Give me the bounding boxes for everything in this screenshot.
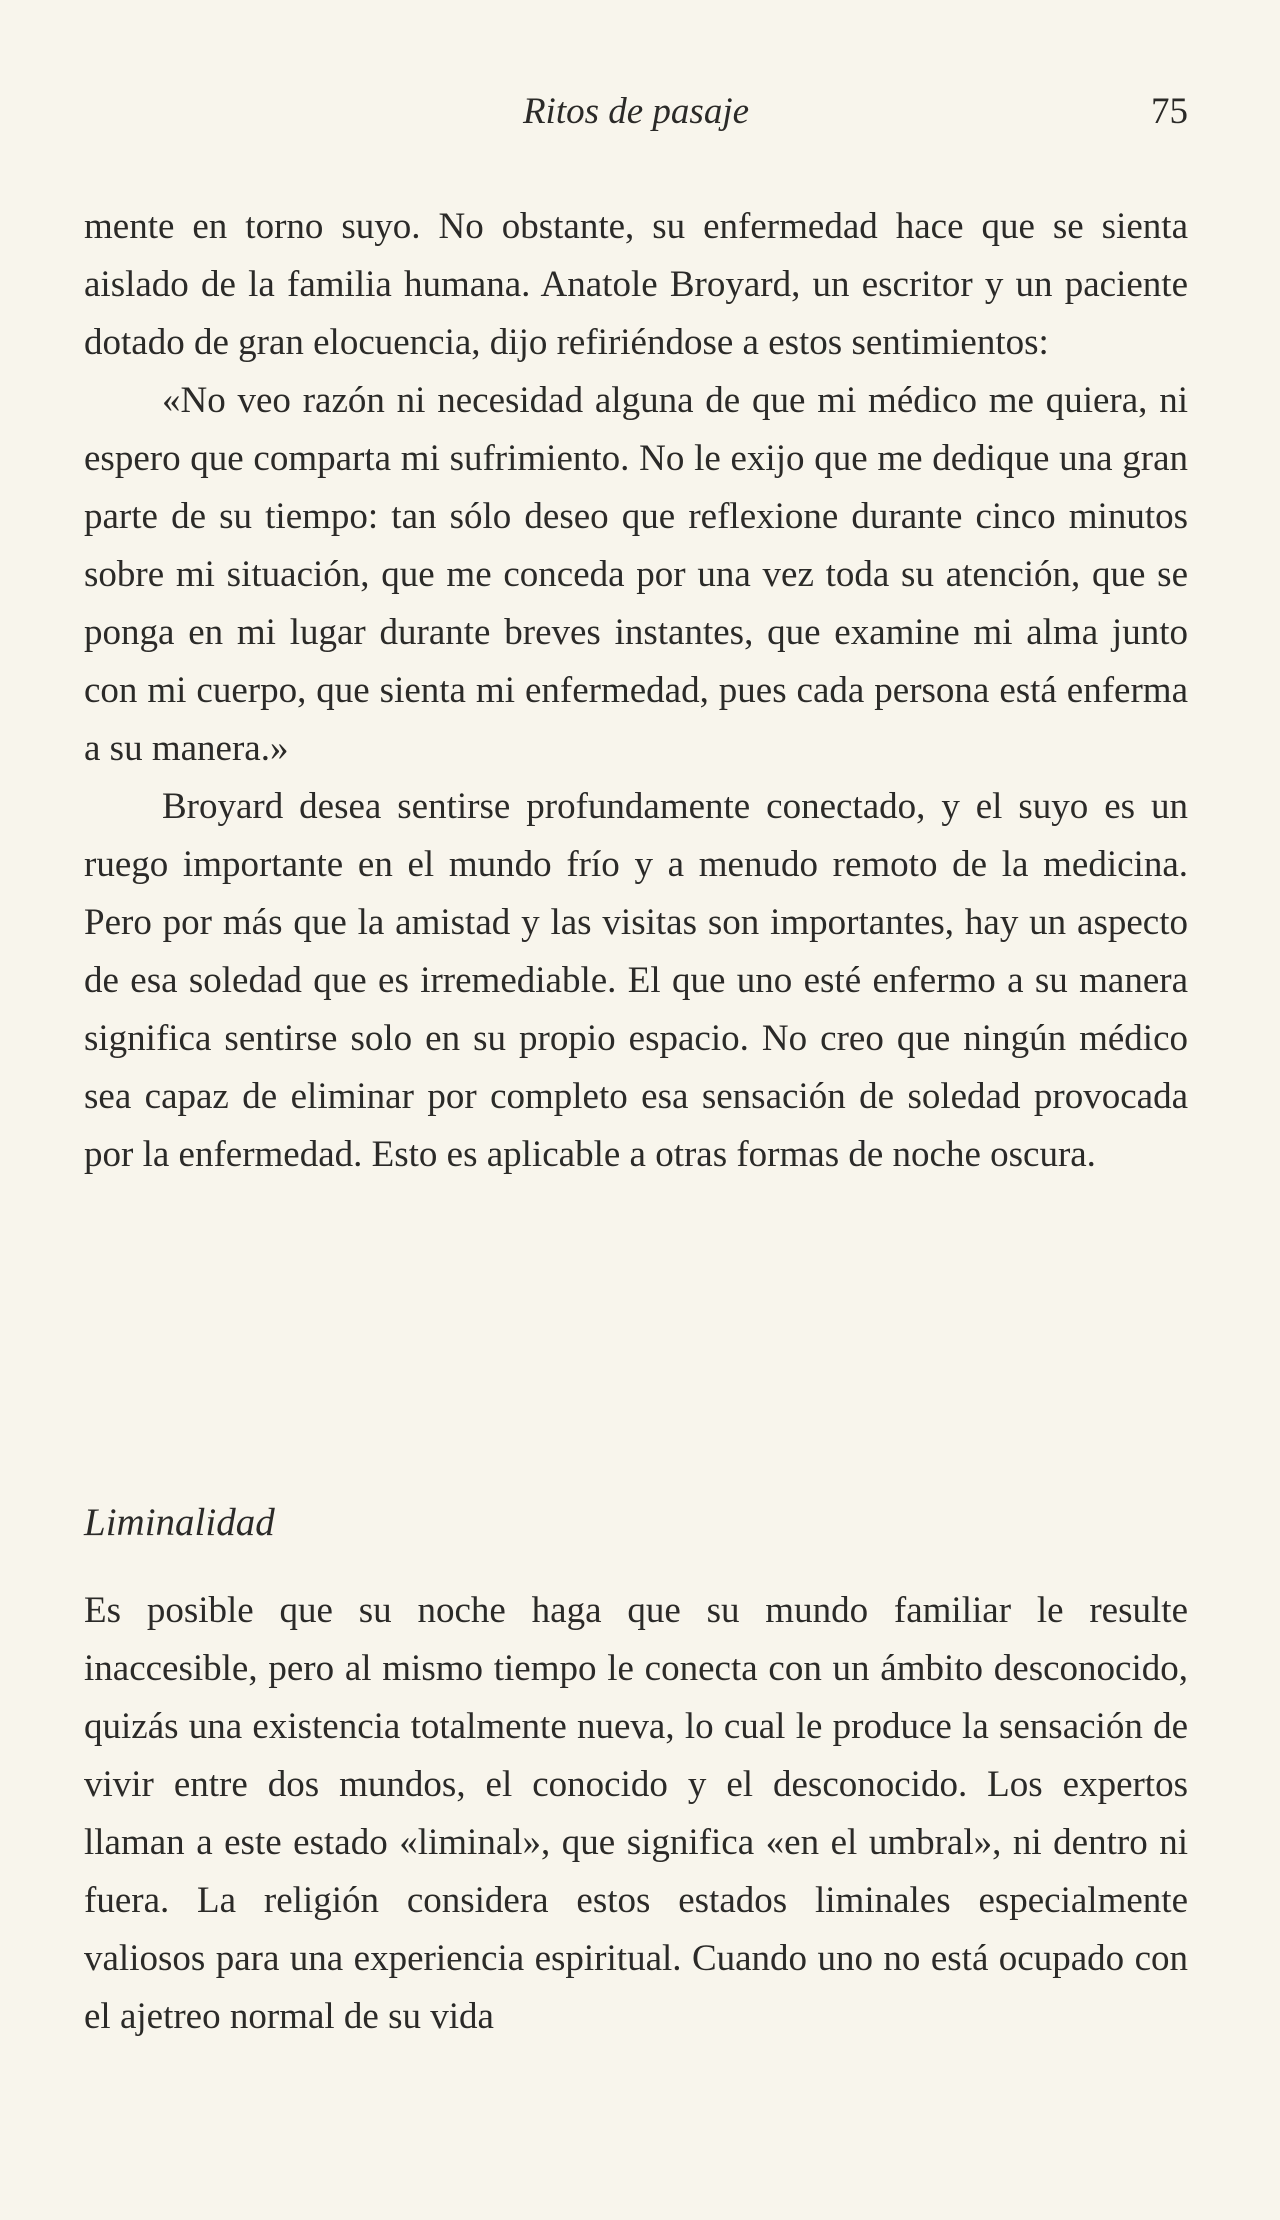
- section-body-text: [84, 1582, 1188, 2046]
- paragraph-quotation: «No veo razón ni necesidad alguna de que mi médico me quiera, ni espero que comparta mi sufrimiento. No le exijo que me dedique una gran parte de su tiempo: tan sólo deseo que reflexione durante cinco minutos sobre mi situación, que me conceda por una vez toda su atención, que se ponga en mi lugar durante breves instantes, que examine mi alma junto con mi cuerpo, que sienta mi enfermedad, pues cada persona está enferma a su manera.»: [84, 380, 1188, 769]
- paragraph-broyard: Broyard desea sentirse profundamente conectado, y el suyo es un ruego importante en el mundo frío y a menudo remoto de la medicina. Pero por más que la amistad y las visitas son importantes, hay un aspecto de esa soledad que es irremediable. El que uno esté enfermo a su manera significa sentirse solo en su propio espacio. No creo que ningún médico sea capaz de eliminar por completo esa sensación de soledad provocada por la enfermedad. Esto es aplicable a otras formas de noche oscura.: [84, 786, 1188, 1175]
- body-text: [84, 198, 1188, 1184]
- paragraph-continuation: mente en torno suyo. No obstante, su enfermedad hace que se sienta aislado de la familia humana. Anatole Broyard, un escritor y un paciente dotado de gran elocuencia, dijo refiriéndose a estos sentimientos:: [84, 206, 1188, 363]
- section-heading: Liminalidad: [84, 1501, 275, 1544]
- page-number: 75: [1151, 91, 1188, 132]
- paragraph-liminalidad: Es posible que su noche haga que su mundo familiar le resulte inaccesible, pero al mismo tiempo le conecta con un ámbito desconocido, quizás una existencia totalmente nueva, lo cual le produce la sensación de vivir entre dos mundos, el conocido y el desconocido. Los expertos llaman a este estado «liminal», que significa «en el umbral», ni dentro ni fuera. La religión considera estos estados liminales especialmente valiosos para una experiencia espiritual. Cuando uno no está ocupado con el ajetreo normal de su vida: [84, 1590, 1188, 2037]
- running-title: Ritos de pasaje: [522, 91, 750, 132]
- running-header: [84, 82, 1188, 142]
